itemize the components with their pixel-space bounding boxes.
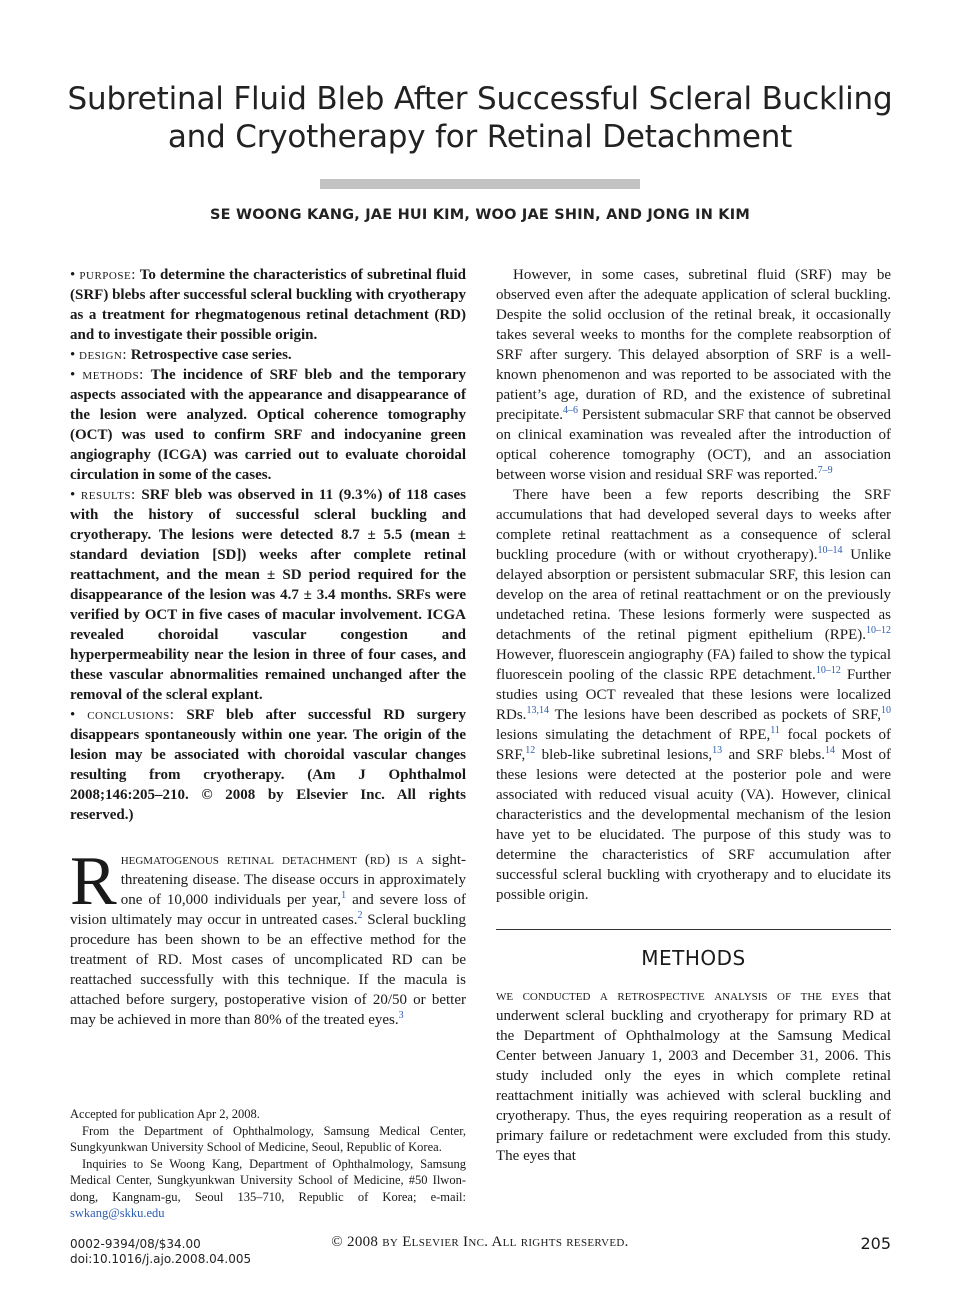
abstract-purpose (70, 265, 466, 345)
ref-link[interactable]: 14 (824, 745, 835, 756)
ref-link[interactable]: 10–12 (815, 665, 841, 676)
body-sentence: focal pockets of SRF, (496, 727, 892, 763)
intro-smallcaps: hegmatogenous retinal detachment (rd) is a (120, 852, 424, 868)
body-sentence: Unlike delayed absorption or persistent submacular SRF, this lesion can develop on the area of retinal reattachment or on the previously undetached retina. These lesions formerly were suspected as detachments of the retinal pigment epithelium (RPE). (496, 547, 892, 643)
abstract-conclusions (70, 705, 466, 825)
ref-link[interactable]: 7–9 (817, 465, 833, 476)
article-title (40, 80, 920, 156)
intro-sentence: and severe loss of vision ultimately may occur in untreated cases. (70, 892, 467, 928)
drop-cap: R (70, 843, 117, 920)
ref-link[interactable]: 1 (341, 890, 347, 901)
bullet-icon: • (70, 707, 76, 723)
body-sentence: Persistent submacular SRF that cannot be observed on clinical examination was revealed after the introduction of optical coherence tomography (OCT), and an association between worse vision and residual SRF was reported. (496, 407, 891, 483)
intro-paragraph (70, 843, 467, 1030)
footnotes (70, 1106, 466, 1222)
purpose-label: purpose: (79, 267, 136, 283)
abstract-results (70, 485, 466, 705)
methods-text: The incidence of SRF bleb and the temporary aspects associated with the appearance and disappearance of the lesion were analyzed. Optical coherence tomography (OCT) was used to confirm SRF and indocyanine green angiography (ICGA) was carried out to evaluate choroidal circulation in some of the cases. (70, 367, 466, 483)
ref-link[interactable]: 11 (770, 725, 780, 736)
purpose-text: To determine the characteristics of subretinal fluid (SRF) blebs after successful scleral buckling with cryotherapy as a treatment for rhegmatogenous retinal detachment (RD) and to investigate their possible origin. (70, 267, 467, 343)
intro-sentence: Scleral buckling procedure has been shown to be an effective method for the treatment of RD. Most cases of uncomplicated RD can be reattached successfully with this technique. If the macula is attached before surgery, postoperative vision of 20/50 or better may be achieved in more than 80% of the treated eyes. (70, 912, 467, 1028)
ref-link[interactable]: 13 (712, 745, 723, 756)
body-sentence: However, fluorescein angiography (FA) failed to show the typical fluorescein pooling of the classic RPE detachment. (496, 647, 891, 683)
paragraph-delayed-absorption (496, 265, 891, 485)
abstract (70, 265, 466, 825)
affiliation: From the Department of Ophthalmology, Samsung Medical Center, Sungkyunkwan University School of Medicine, Seoul, Republic of Korea. (70, 1123, 466, 1154)
design-label: design: (79, 347, 128, 363)
ref-link[interactable]: 12 (525, 745, 536, 756)
issn: 0002-9394/08/$34.00 (70, 1237, 201, 1251)
ref-link[interactable]: 10 (881, 705, 891, 716)
inquiries (70, 1156, 466, 1222)
body-sentence: Further studies using OCT revealed that these lesions were localized RDs. (496, 667, 892, 723)
bullet-icon: • (70, 487, 76, 503)
page-number: 205 (860, 1234, 891, 1253)
methods-paragraph (496, 986, 891, 1166)
author-list: SE WOONG KANG, JAE HUI KIM, WOO JAE SHIN, AND JONG IN KIM (210, 207, 750, 223)
email-link[interactable]: swkang@skku.edu (70, 1206, 165, 1220)
results-label: results: (80, 487, 136, 503)
ref-link[interactable]: 4–6 (563, 405, 579, 416)
doi: doi:10.1016/j.ajo.2008.04.005 (70, 1252, 252, 1266)
design-text: Retrospective case series. (130, 347, 292, 363)
body-sentence: lesions simulating the detachment of RPE, (496, 727, 771, 743)
methods-text: that underwent scleral buckling and cryotherapy for primary RD at the Department of Ophthalmology at the Samsung Medical Center between January 1, 2003 and December 31, 2006. This study included only the eyes in which complete retinal reattachment initially was achieved with scleral buckling and cryotherapy. Thus, the eyes requiring reoperation as a result of primary failure or redetachment were excluded from this study. The eyes that (496, 988, 891, 1164)
right-column (496, 265, 891, 1166)
methods-section (496, 986, 891, 1166)
left-column (70, 265, 466, 1030)
body-sentence: Most of these lesions were detected at the posterior pole and were associated with reduced visual acuity (VA). However, clinical characteristics and the developmental mechanism of the lesion have yet to be elucidated. The purpose of this study was to determine the characteristics of SRF accumulation after successful scleral buckling with cryotherapy and to elucidate its possible origin. (496, 747, 891, 903)
intro-sentence: sight-threatening disease. The disease occurs in approximately one of 10,000 individuals per year, (120, 852, 466, 908)
body-sentence: The lesions have been described as pockets of SRF, (554, 707, 881, 723)
conclusions-label: conclusions: (87, 707, 175, 723)
body-sentence: There have been a few reports describing the SRF accumulations that had developed several days to weeks after complete retinal reattachment as a consequence of scleral buckling procedure (with or without cryotherapy). (496, 487, 891, 563)
bullet-icon: • (70, 347, 76, 363)
abstract-citation: (Am J Ophthalmol 2008;146:205–210. © 2008 by Elsevier Inc. All rights reserved.) (70, 767, 467, 823)
body-sentence: However, in some cases, subretinal fluid (SRF) may be observed even after the adequate application of scleral buckling. Despite the solid occlusion of the retinal break, it occasionally takes several weeks to months for the complete reabsorption of SRF after surgery. This delayed absorption of SRF is a well-known phenomenon and was reported to be associated with the patient’s age, duration of RD, and the existence of subretinal precipitate. (496, 267, 891, 423)
methods-label: methods: (82, 367, 144, 383)
paragraph-prior-reports (496, 485, 891, 905)
title-line-1: Subretinal Fluid Bleb After Successful Scleral Buckling (67, 81, 893, 117)
ref-link[interactable]: 10–14 (817, 545, 843, 556)
section-divider (496, 929, 891, 930)
results-text: SRF bleb was observed in 11 (9.3%) of 118 cases with the history of successful scleral buckling and cryotherapy. The lesions were detected 8.7 ± 5.5 (mean ± standard deviation [SD]) weeks after complete retinal reattachment, and the mean ± SD period required for the disappearance of the lesion was 4.7 ± 3.4 months. SRFs were verified by OCT in five cases of macular involvement. ICGA revealed choroidal vascular congestion and hyperpermeability near the lesion in three of four cases, and these vascular abnormalities remained unchanged after the removal of the scleral explant. (70, 487, 466, 703)
ref-link[interactable]: 10–12 (866, 625, 891, 636)
title-divider (320, 179, 640, 189)
accepted-date: Accepted for publication Apr 2, 2008. (70, 1107, 260, 1121)
title-line-2: and Cryotherapy for Retinal Detachment (167, 119, 793, 155)
methods-smallcaps: we conducted a retrospective analysis of the eyes (496, 988, 859, 1004)
body-sentence: and SRF blebs. (728, 747, 825, 763)
abstract-methods (70, 365, 466, 485)
bullet-icon: • (70, 367, 76, 383)
ref-link[interactable]: 3 (398, 1010, 404, 1021)
methods-heading: METHODS (641, 946, 746, 970)
abstract-design (70, 345, 466, 365)
footer-copyright: © 2008 by Elsevier Inc. All rights reserved. (331, 1234, 629, 1250)
ref-link[interactable]: 13,14 (526, 705, 549, 716)
bullet-icon: • (70, 267, 76, 283)
conclusions-text: SRF bleb after successful RD surgery disappears spontaneously within one year. The origin of the lesion may be associated with choroidal vascular changes resulting from cryotherapy. (70, 707, 466, 783)
introduction (70, 843, 467, 1030)
body-sentence: bleb-like subretinal lesions, (541, 747, 713, 763)
inquiries-text: Inquiries to Se Woong Kang, Department of Ophthalmology, Samsung Medical Center, Sungkyunkwan University School of Medicine, #50 Ilwon-dong, Kangnam-gu, Seoul 135–710, Republic of Korea; e-mail: (70, 1156, 466, 1204)
ref-link[interactable]: 2 (357, 910, 363, 921)
